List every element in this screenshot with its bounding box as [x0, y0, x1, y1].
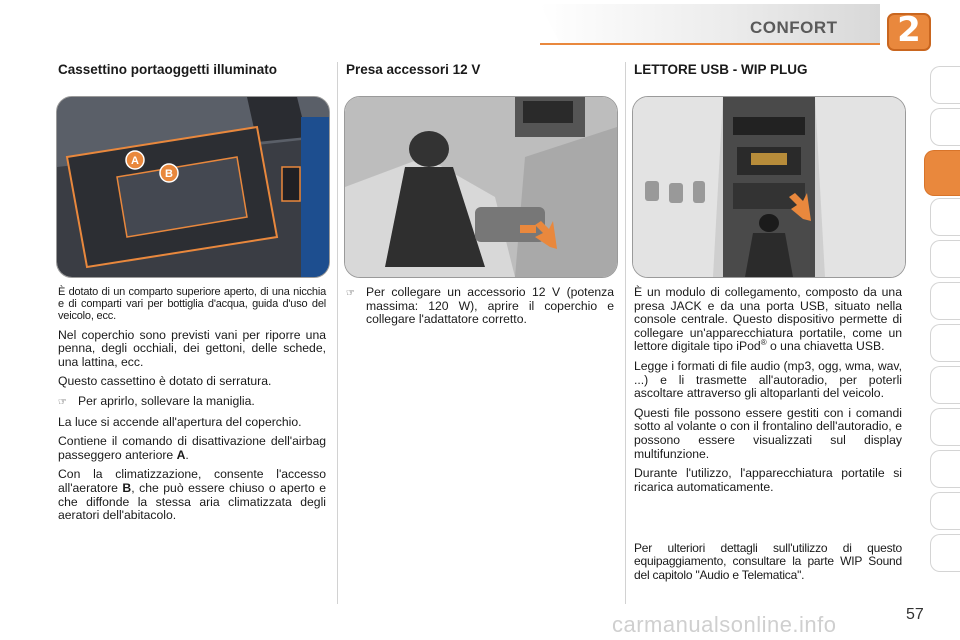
page-number: 57: [906, 606, 924, 623]
chapter-number: 2: [897, 10, 921, 50]
chapter-title: CONFORT: [750, 18, 838, 37]
glovebox-photo: [56, 96, 330, 278]
chapter-tab-10[interactable]: [930, 450, 960, 488]
column-divider: [337, 62, 338, 604]
usb-text: [634, 286, 902, 500]
section-title-12v: Presa accessori 12 V: [346, 62, 481, 77]
glovebox-p4: Contiene il comando di disattivazione dell'airbag passeggero anteriore A.: [58, 434, 326, 462]
chapter-tab-2[interactable]: [930, 108, 960, 146]
usb-p2: Legge i formati di file audio (mp3, ogg, wma, wav, ...) e li trasmette all'autoradio, per poterli ascoltare attraverso gli altoparlanti del veicolo.: [634, 358, 902, 401]
usb-p1: È un modulo di collegamento, composto da una presa JACK e da una porta USB, situato nella console centrale. Questo dispositivo permette di collegare un'apparecchiatura portatile, come un lettore digitale tipo iPod® o una chiavetta USB.: [634, 285, 902, 354]
chapter-tab-9[interactable]: [930, 408, 960, 446]
watermark: carmanualsonline.info: [612, 612, 837, 637]
usb-note: Per ulteriori dettagli sull'utilizzo di questo equipaggiamento, consultare la parte WIP Sound del capitolo "Audio e Telematica".: [634, 541, 902, 582]
usb-p4: Durante l'utilizzo, l'apparecchiatura portatile si ricarica automaticamente.: [634, 466, 902, 494]
chapter-tab-7[interactable]: [930, 324, 960, 362]
chapter-tab-12[interactable]: [930, 534, 960, 572]
chapter-tab-5[interactable]: [930, 240, 960, 278]
photo-label-b: B: [165, 168, 173, 180]
glovebox-p5: Con la climatizzazione, consente l'accesso all'aeratore B, che può essere chiuso o aperto e che diffonde la stessa aria climatizzata degli aeratori dell'abitacolo.: [58, 467, 326, 523]
glovebox-text: [58, 286, 326, 529]
glovebox-p1: Nel coperchio sono previsti vani per riporre una penna, degli occhiali, dei gettoni, delle schede, una lattina, ecc.: [58, 327, 326, 369]
glovebox-p2: Questo cassettino è dotato di serratura.: [58, 374, 272, 389]
glovebox-intro: È dotato di un comparto superiore aperto, di una nicchia e di comparti vari per bottiglia d'acqua, guida d'uso del veicolo, ecc.: [58, 286, 326, 323]
chapter-tab-3[interactable]: [924, 150, 960, 196]
column-divider: [625, 62, 626, 604]
hand-pointer-icon: ☞: [58, 396, 67, 408]
section-title-usb: LETTORE USB - WIP PLUG: [634, 62, 808, 77]
chapter-tab-8[interactable]: [930, 366, 960, 404]
socket-bullet: ☞ Per collegare un accessorio 12 V (potenza massima: 120 W), aprire il coperchio e collegare l'adattatore corretto.: [346, 285, 614, 327]
photo-label-a: A: [131, 155, 139, 167]
hand-pointer-icon: ☞: [346, 288, 355, 299]
chapter-tabs: [926, 66, 960, 586]
glovebox-bullet: ☞ Per aprirlo, sollevare la maniglia.: [58, 393, 255, 408]
usb-player-photo: [632, 96, 906, 278]
chapter-tab-11[interactable]: [930, 492, 960, 530]
chapter-tab-6[interactable]: [930, 282, 960, 320]
chapter-tab-1[interactable]: [930, 66, 960, 104]
glovebox-p3: La luce si accende all'apertura del coperchio.: [58, 414, 302, 429]
usb-p3: Questi file possono essere gestiti con i comandi sotto al volante o con il frontalino dell'autoradio, e possono essere visualizzati sul display multifunzione.: [634, 405, 902, 461]
section-title-glovebox: Cassettino portaoggetti illuminato: [58, 62, 278, 77]
chapter-tab-4[interactable]: [930, 198, 960, 236]
accessory-socket-photo: [344, 96, 618, 278]
socket-text: [346, 286, 614, 327]
